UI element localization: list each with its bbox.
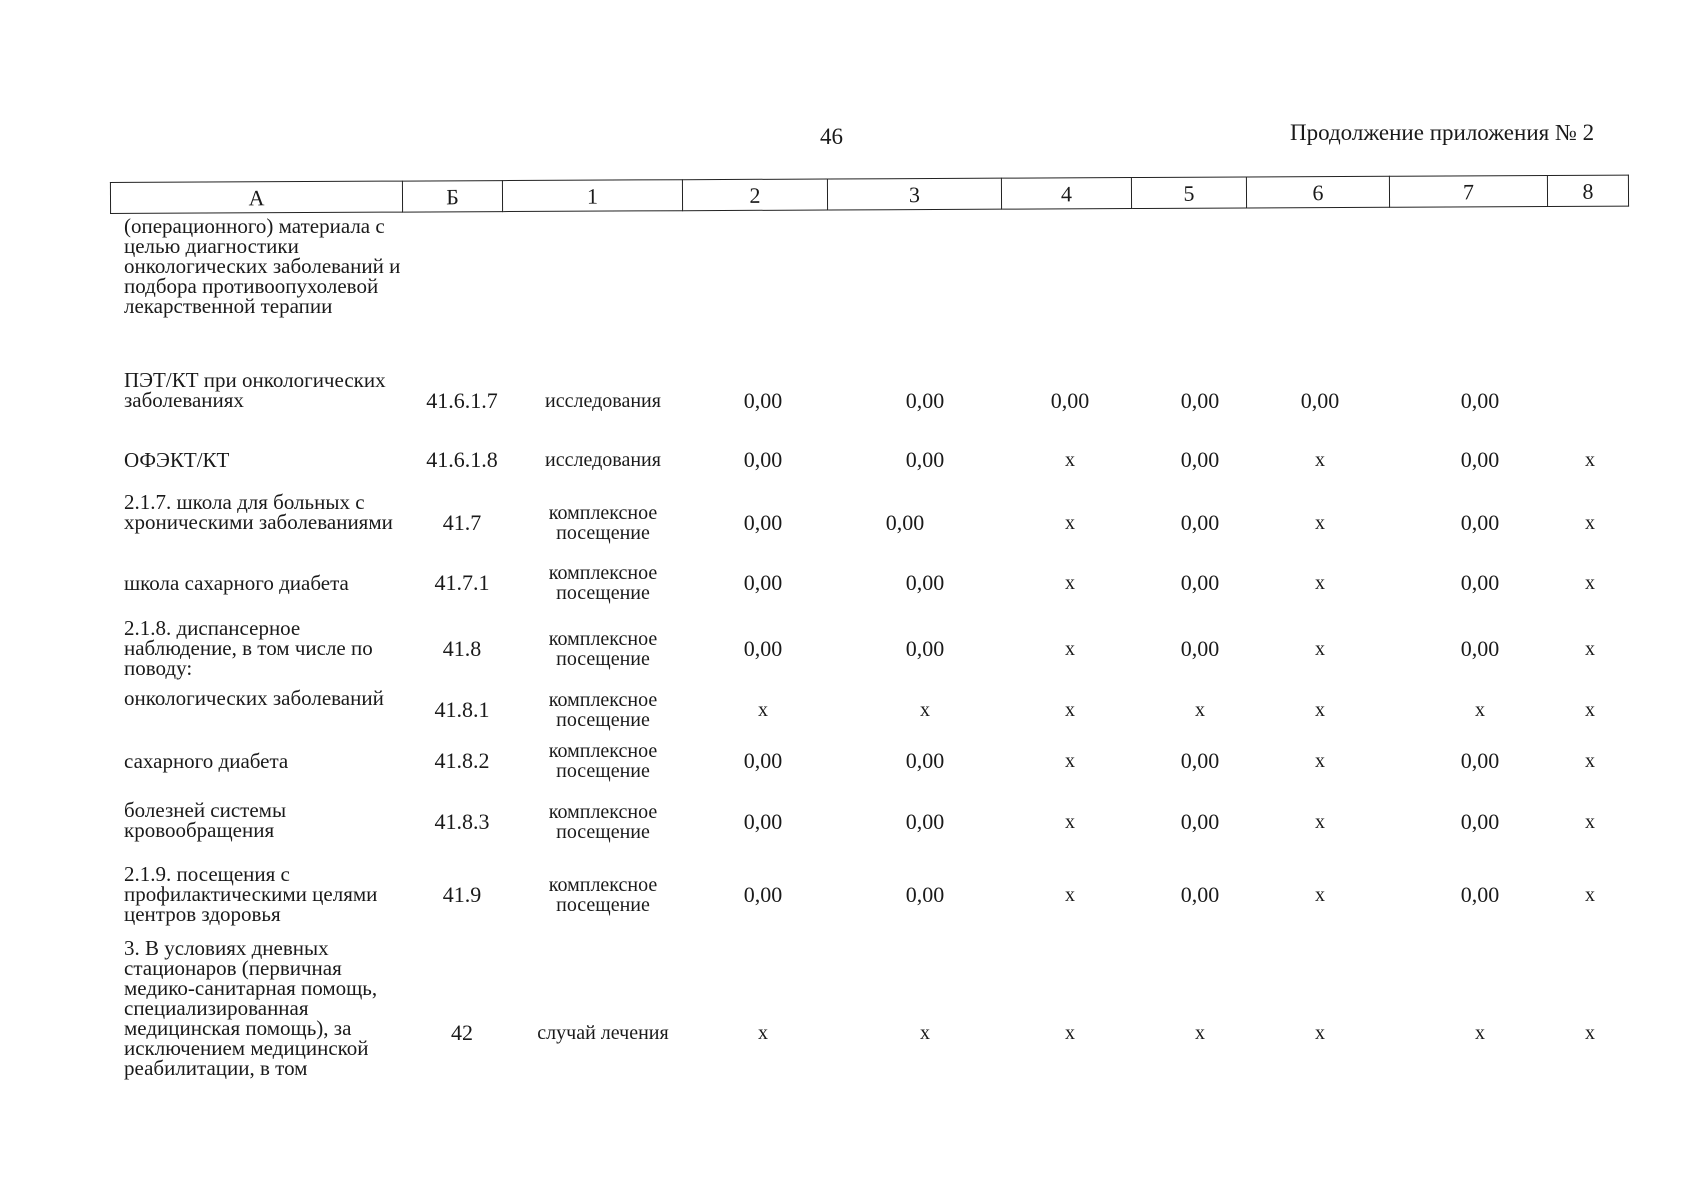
- row-value-col-6: х: [1315, 883, 1325, 906]
- row-value-col-7: 0,00: [1460, 447, 1500, 472]
- row-code: 41.6.1.8: [426, 447, 498, 472]
- row-value-col-7: х: [1475, 1021, 1485, 1044]
- header-col-3: 3: [827, 178, 1001, 210]
- table-row: [0, 740, 1701, 782]
- row-value-col-5: 0,00: [1180, 748, 1220, 773]
- row-value-col-2: 0,00: [743, 570, 783, 595]
- row-value-col-4: 0,00: [1050, 388, 1090, 413]
- row-value-col-3: х: [920, 1021, 930, 1044]
- row-value-col-3: 0,00: [885, 510, 925, 535]
- header-col-a: А: [110, 181, 402, 213]
- row-value-col-6: х: [1315, 448, 1325, 471]
- row-value-col-8: х: [1585, 810, 1595, 833]
- header-col-b: Б: [402, 181, 502, 212]
- header-col-1: 1: [502, 180, 682, 212]
- row-name: ПЭТ/КТ при онкологических заболеваниях: [124, 368, 386, 412]
- row-value-col-6: х: [1315, 1021, 1325, 1044]
- row-value-col-8: х: [1585, 698, 1595, 721]
- row-name: ОФЭКТ/КТ: [124, 448, 230, 472]
- row-value-col-8: х: [1585, 637, 1595, 660]
- header-col-4: 4: [1001, 178, 1131, 210]
- row-value-col-6: х: [1315, 810, 1325, 833]
- row-value-col-6: х: [1315, 571, 1325, 594]
- row-name: сахарного диабета: [124, 749, 289, 773]
- row-value-col-2: 0,00: [743, 748, 783, 773]
- row-name: болезней системы кровообращения: [124, 798, 287, 842]
- row-value-col-3: 0,00: [905, 809, 945, 834]
- row-unit: исследования: [545, 390, 661, 412]
- header-col-6: 6: [1246, 176, 1389, 208]
- row-value-col-5: 0,00: [1180, 570, 1220, 595]
- row-value-col-6: х: [1315, 749, 1325, 772]
- row-code: 41.8.1: [434, 697, 490, 722]
- row-code: 41.8.2: [434, 748, 490, 773]
- row-value-col-4: х: [1065, 1021, 1075, 1044]
- row-value-col-5: 0,00: [1180, 388, 1220, 413]
- row-value-col-7: 0,00: [1460, 809, 1500, 834]
- row-value-col-4: х: [1065, 511, 1075, 534]
- row-code: 42: [451, 1020, 473, 1045]
- row-value-col-5: 0,00: [1180, 882, 1220, 907]
- row-value-col-2: х: [758, 698, 768, 721]
- row-value-col-8: х: [1585, 1021, 1595, 1044]
- row-value-col-3: 0,00: [905, 882, 945, 907]
- row-name: 2.1.8. диспансерное наблюдение, в том числе по поводу:: [124, 616, 373, 680]
- row-value-col-4: х: [1065, 637, 1075, 660]
- row-value-col-2: 0,00: [743, 809, 783, 834]
- row-name: 3. В условиях дневных стационаров (первичная медико-санитарная помощь, специализированная медицинская помощь), за исключением медицинской реабилитации, в том: [124, 936, 378, 1080]
- row-value-col-6: 0,00: [1300, 388, 1340, 413]
- row-value-col-2: 0,00: [743, 388, 783, 413]
- row-value-col-3: 0,00: [905, 636, 945, 661]
- row-unit: комплексное посещение: [548, 628, 658, 670]
- row-value-col-5: 0,00: [1180, 447, 1220, 472]
- row-value-col-7: 0,00: [1460, 570, 1500, 595]
- row-value-col-4: х: [1065, 448, 1075, 471]
- row-value-col-4: х: [1065, 810, 1075, 833]
- row-value-col-4: х: [1065, 749, 1075, 772]
- row-code: 41.8: [442, 636, 482, 661]
- row-unit: комплексное посещение: [548, 562, 658, 604]
- row-value-col-7: 0,00: [1460, 636, 1500, 661]
- row-code: 41.8.3: [434, 809, 490, 834]
- row-unit: комплексное посещение: [548, 874, 658, 916]
- row-value-col-5: 0,00: [1180, 636, 1220, 661]
- table-row: [0, 442, 1701, 478]
- page-number: 46: [820, 124, 843, 149]
- table-row: [0, 938, 1701, 1128]
- row-value-col-7: 0,00: [1460, 510, 1500, 535]
- table-row: [0, 492, 1701, 554]
- row-code: 41.7: [442, 510, 482, 535]
- table-row: [0, 800, 1701, 844]
- row-value-col-2: 0,00: [743, 882, 783, 907]
- row-value-col-8: х: [1585, 749, 1595, 772]
- row-value-col-3: 0,00: [905, 447, 945, 472]
- row-unit: комплексное посещение: [548, 502, 658, 544]
- row-code: 41.9: [442, 882, 482, 907]
- row-value-col-6: х: [1315, 698, 1325, 721]
- row-value-col-8: [1550, 370, 1630, 432]
- row-value-col-4: х: [1065, 698, 1075, 721]
- row-unit: комплексное посещение: [548, 740, 658, 782]
- row-value-col-4: х: [1065, 571, 1075, 594]
- row-unit: исследования: [545, 449, 661, 471]
- table-row: [0, 216, 1701, 362]
- row-value-col-5: х: [1195, 698, 1205, 721]
- table-row: [0, 618, 1701, 680]
- row-name: 2.1.7. школа для больных с хроническими заболеваниями: [124, 490, 393, 534]
- table-row: [0, 864, 1701, 926]
- row-value-col-8: х: [1585, 448, 1595, 471]
- appendix-continuation-note: Продолжение приложения № 2: [1290, 120, 1595, 145]
- row-value-col-7: 0,00: [1460, 748, 1500, 773]
- row-value-col-7: 0,00: [1460, 388, 1500, 413]
- row-value-col-8: х: [1585, 511, 1595, 534]
- row-value-col-2: 0,00: [743, 636, 783, 661]
- row-value-col-2: 0,00: [743, 510, 783, 535]
- row-value-col-8: х: [1585, 571, 1595, 594]
- header-col-2: 2: [682, 179, 827, 211]
- row-name: (операционного) материала с целью диагностики онкологических заболеваний и подбора противоопухолевой лекарственной терапии: [124, 214, 401, 318]
- row-value-col-5: 0,00: [1180, 809, 1220, 834]
- table-header: [110, 175, 1628, 214]
- row-value-col-8: х: [1585, 883, 1595, 906]
- row-name: 2.1.9. посещения с профилактическими целями центров здоровья: [124, 862, 378, 926]
- row-value-col-3: 0,00: [905, 570, 945, 595]
- row-value-col-2: х: [758, 1021, 768, 1044]
- row-value-col-2: 0,00: [743, 447, 783, 472]
- row-value-col-3: 0,00: [905, 388, 945, 413]
- row-value-col-3: 0,00: [905, 748, 945, 773]
- header-col-7: 7: [1389, 175, 1547, 207]
- table-row: [0, 562, 1701, 604]
- row-unit: случай лечения: [537, 1022, 669, 1044]
- table-row: [0, 370, 1701, 432]
- header-col-8: 8: [1547, 175, 1628, 206]
- table-row: [0, 688, 1701, 732]
- row-value-col-4: х: [1065, 883, 1075, 906]
- header-col-5: 5: [1131, 177, 1246, 209]
- row-name: онкологических заболеваний: [124, 686, 384, 710]
- row-unit: комплексное посещение: [548, 801, 658, 843]
- row-value-col-5: х: [1195, 1021, 1205, 1044]
- row-code: 41.6.1.7: [426, 388, 498, 413]
- row-value-col-6: х: [1315, 637, 1325, 660]
- row-code: 41.7.1: [434, 570, 490, 595]
- row-value-col-7: х: [1475, 698, 1485, 721]
- row-value-col-5: 0,00: [1180, 510, 1220, 535]
- row-name: школа сахарного диабета: [124, 571, 349, 595]
- row-value-col-6: х: [1315, 511, 1325, 534]
- row-value-col-3: х: [920, 698, 930, 721]
- row-value-col-7: 0,00: [1460, 882, 1500, 907]
- row-unit: комплексное посещение: [548, 689, 658, 731]
